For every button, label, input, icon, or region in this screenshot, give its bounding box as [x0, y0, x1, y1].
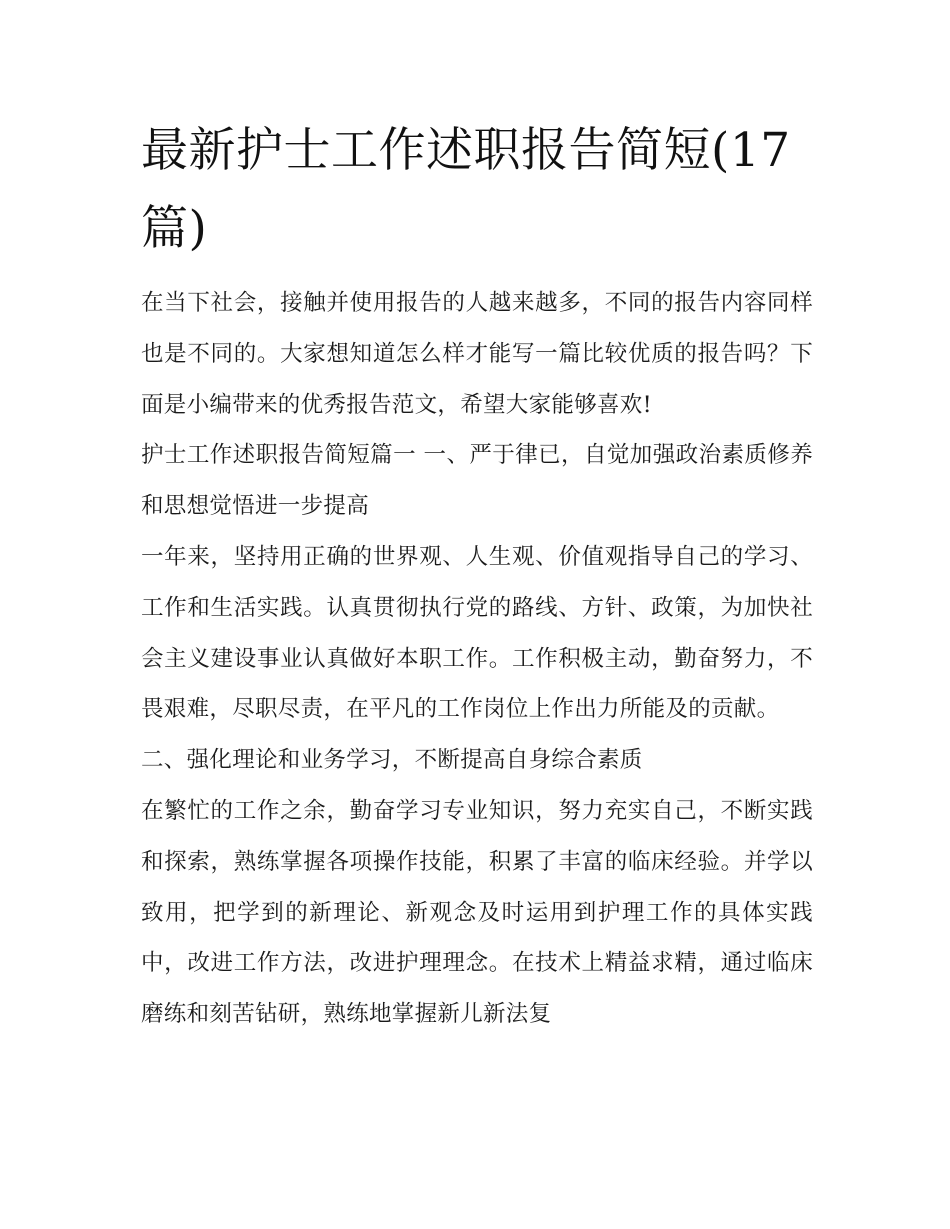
paragraph-intro: 在当下社会，接触并使用报告的人越来越多，不同的报告内容同样也是不同的。大家想知道怎么样才能写一篇比较优质的报告吗？下面是小编带来的优秀报告范文，希望大家能够喜欢!: [141, 290, 813, 418]
document-page: [141, 112, 813, 1040]
document-body: [141, 278, 813, 1040]
paragraph-section-two-body: 在繁忙的工作之余，勤奋学习专业知识，努力充实自己，不断实践和探索，熟练掌握各项操作技能，积累了丰富的临床经验。并学以致用，把学到的新理论、新观念及时运用到护理工作的具体实践中，改进工作方法，改进护理理念。在技术上精益求精，通过临床磨练和刻苦钻研，熟练地掌握新儿新法复: [141, 797, 813, 1028]
document-title: 最新护士工作述职报告简短(17篇): [141, 123, 791, 256]
paragraph-section-one-heading: 护士工作述职报告简短篇一 一、严于律已，自觉加强政治素质修养和思想觉悟进一步提高: [141, 442, 813, 520]
paragraph-section-one-body: 一年来，坚持用正确的世界观、人生观、价值观指导自己的学习、工作和生活实践。认真贯彻执行党的路线、方针、政策，为加快社会主义建设事业认真做好本职工作。工作积极主动，勤奋努力，不畏艰难，尽职尽责，在平凡的工作岗位上作出力所能及的贡献。: [141, 543, 813, 723]
paragraph-section-two-heading: 二、强化理论和业务学习，不断提高自身综合素质: [141, 747, 643, 774]
